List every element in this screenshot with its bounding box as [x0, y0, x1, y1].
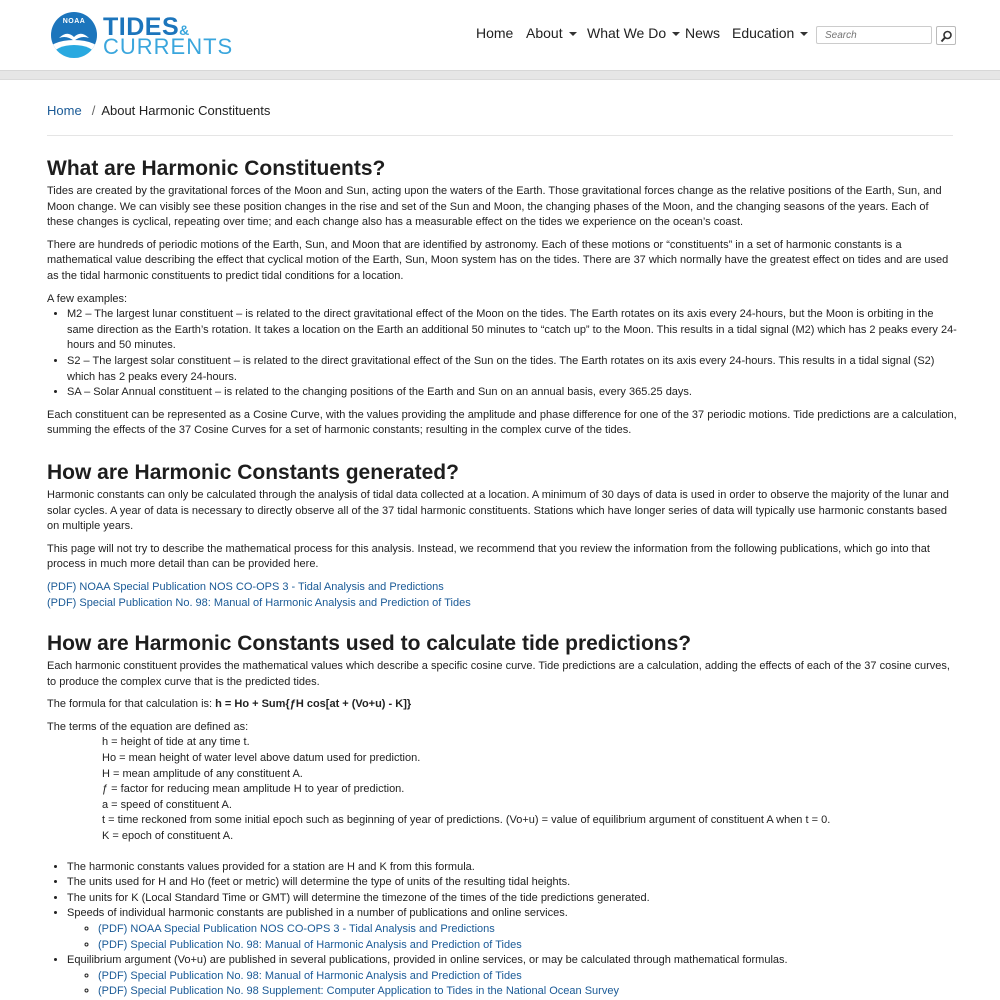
nav-home[interactable]: Home — [476, 25, 514, 41]
breadcrumb-home-link[interactable]: Home — [47, 103, 82, 118]
nav-about[interactable]: About — [526, 25, 577, 41]
noaa-logo-icon — [51, 12, 97, 58]
paragraph: Harmonic constants can only be calculated through the analysis of tidal data collected at a location. A minimum of 30 days of data is used in order to observe the majority of the lunar and solar cycles. A year of data is necessary to directly observe all of the 37 tidal harmonic constituents. Stations which have longer series of data will typically use harmonic constants based on multiple years. — [47, 489, 949, 533]
logo-word-currents: CURRENTS — [103, 34, 234, 59]
chevron-down-icon — [800, 32, 808, 36]
term-item: H = mean amplitude of any constituent A. — [102, 767, 303, 780]
search-input[interactable] — [816, 26, 932, 44]
pdf-link-special-pub-98[interactable]: (PDF) Special Publication No. 98: Manual of Harmonic Analysis and Prediction of Tides — [47, 596, 471, 609]
list-item: • The harmonic constants values provided for a station are H and K from this formula. — [67, 860, 957, 876]
noaa-logo-text: NOAA — [62, 18, 86, 25]
chevron-down-icon — [569, 32, 577, 36]
pdf-link-co-ops-3[interactable]: (PDF) NOAA Special Publication NOS CO-OPS 3 - Tidal Analysis and Predictions — [47, 580, 444, 593]
list-item: • S2 – The largest solar constituent – is related to the direct gravitational effect of the Sun on the tides. The Earth rotates on its axis every 24-hours. This results in a tidal signal (S2) which has 2 peaks every 24-hours. — [67, 354, 957, 385]
nav-education[interactable]: Education — [732, 25, 808, 41]
examples-label: A few examples: — [47, 292, 128, 305]
formula-label: The formula for that calculation is: — [47, 698, 216, 711]
term-item: K = epoch of constituent A. — [102, 829, 234, 842]
term-item: a = speed of constituent A. — [102, 798, 232, 811]
nav-news[interactable]: News — [685, 25, 721, 41]
pdf-link-special-pub-98-supplement[interactable]: (PDF) Special Publication No. 98 Supplement: Computer Application to Tides in the National Ocean Survey — [98, 985, 619, 998]
search-button[interactable] — [936, 26, 956, 45]
notes-list — [47, 860, 957, 1000]
terms-list — [47, 735, 957, 844]
list-item: • The units for K (Local Standard Time or GMT) will determine the timezone of the times of the tide predictions generated. — [67, 891, 957, 907]
formula-line — [47, 697, 957, 713]
section-heading: How are Harmonic Constants used to calculate tide predictions? — [47, 632, 692, 655]
term-item: ƒ = factor for reducing mean amplitude H to year of prediction. — [102, 783, 405, 796]
list-item: • The units used for H and Ho (feet or metric) will determine the type of units of the resulting tidal heights. — [67, 875, 957, 891]
breadcrumb-separator: / — [91, 103, 96, 118]
search-icon — [940, 30, 953, 43]
paragraph: Each harmonic constituent provides the mathematical values which describe a specific cosine curve. Tide predictions are a calculation, adding the effects of each of the 37 cosine curves, to produce the complex curve that is the predicted tides. — [47, 660, 950, 688]
nav-what-we-do[interactable]: What We Do — [587, 25, 680, 41]
page-title: What are Harmonic Constituents? — [47, 157, 386, 180]
list-item: • M2 – The largest lunar constituent – is related to the direct gravitational effect of the Moon on the tides. The Earth rotates on its axis every 24-hours, but the Moon is orbiting in the same direction as the Earth’s rotation. It takes a location on the Earth an additional 50 minutes to “catch up” to the Moon. This results in a tidal signal (M2) which has 2 peaks every 24-hours and 50 minutes. — [67, 307, 957, 354]
list-item: • Equilibrium argument (Vo+u) are published in several publications, provided in online services, or may be calculated through mathematical formulas. ◦ (PDF) Special Publication No. 98: Manual of Harmonic Analysis and Prediction of Tides ◦ (PDF) Special Publication No. 98 Supplement: Computer Application to Tides in the National Ocean Survey — [67, 953, 957, 1000]
pdf-link-special-pub-98[interactable]: (PDF) Special Publication No. 98: Manual of Harmonic Analysis and Prediction of Tides — [98, 969, 522, 982]
examples-list — [47, 307, 957, 401]
section-what-are-constituents — [47, 155, 957, 439]
breadcrumb-current: About Harmonic Constituents — [101, 103, 271, 118]
tides-currents-logo[interactable] — [51, 12, 234, 60]
pdf-link-special-pub-98[interactable]: (PDF) Special Publication No. 98: Manual of Harmonic Analysis and Prediction of Tides — [98, 938, 522, 951]
term-item: t = time reckoned from some initial epoch such as beginning of year of predictions. (Vo+u) = value of equilibrium argument of constituent A when t = 0. — [102, 814, 831, 827]
paragraph: Tides are created by the gravitational forces of the Moon and Sun, acting upon the waters of the Earth. Those gravitational forces change as the relative positions of the Earth, Sun, and Moon change. We can visibly see these position changes in the rise and set of the Sun and Moon, the changing phases of the Moon, and the changing seasons of the years. Each of these changes is cyclical, repeating over time; and each change also has a measurable effect on the tides we experience on the ocean’s coast. — [47, 185, 942, 229]
section-how-generated — [47, 459, 957, 611]
speed-links-list — [67, 922, 957, 953]
equilibrium-links-list — [67, 969, 957, 1000]
terms-label: The terms of the equation are defined as: — [47, 720, 249, 733]
breadcrumb-divider — [47, 135, 953, 136]
list-item: • SA – Solar Annual constituent – is related to the changing positions of the Earth and Sun on an annual basis, every 365.25 days. — [67, 385, 957, 401]
section-heading: How are Harmonic Constants generated? — [47, 461, 459, 484]
formula: h = Ho + Sum{ƒH cos[at + (Vo+u) - K]} — [215, 698, 412, 711]
chevron-down-icon — [672, 32, 680, 36]
breadcrumb — [47, 102, 270, 120]
site-header — [0, 0, 1000, 71]
section-how-used — [47, 630, 957, 1000]
logo-ampersand: & — [179, 22, 190, 38]
list-item: • Speeds of individual harmonic constants are published in a number of publications and online services. ◦ (PDF) NOAA Special Publication NOS CO-OPS 3 - Tidal Analysis and Predictions ◦ (PDF) Special Publication No. 98: Manual of Harmonic Analysis and Prediction of Tides — [67, 906, 957, 953]
paragraph: There are hundreds of periodic motions of the Earth, Sun, and Moon that are identified by astronomy. Each of these motions or “constituents” in a set of harmonic constants is a mathematical value describing the effect that cyclical motion of the Earth, Sun, Moon system has on the tides. There are 37 which normally have the greatest effect on tides and are used as the tidal harmonic constituents to predict tidal conditions for a location. — [47, 238, 949, 282]
logo-word-tides: TIDES — [103, 13, 180, 41]
header-divider-bar — [0, 71, 1000, 80]
term-item: Ho = mean height of water level above datum used for prediction. — [102, 751, 421, 764]
paragraph: Each constituent can be represented as a Cosine Curve, with the values providing the amplitude and phase difference for one of the 37 periodic motions. Tide predictions are a calculation, summing the effects of the 37 Cosine Curves for a set of harmonic constants; resulting in the complex curve of the tides. — [47, 408, 957, 437]
term-item: h = height of tide at any time t. — [102, 736, 250, 749]
paragraph: This page will not try to describe the mathematical process for this analysis. Instead, we recommend that you review the information from the following publications, which go into that process in much more detail than can be provided here. — [47, 542, 930, 571]
pdf-link-co-ops-3[interactable]: (PDF) NOAA Special Publication NOS CO-OPS 3 - Tidal Analysis and Predictions — [98, 922, 495, 935]
